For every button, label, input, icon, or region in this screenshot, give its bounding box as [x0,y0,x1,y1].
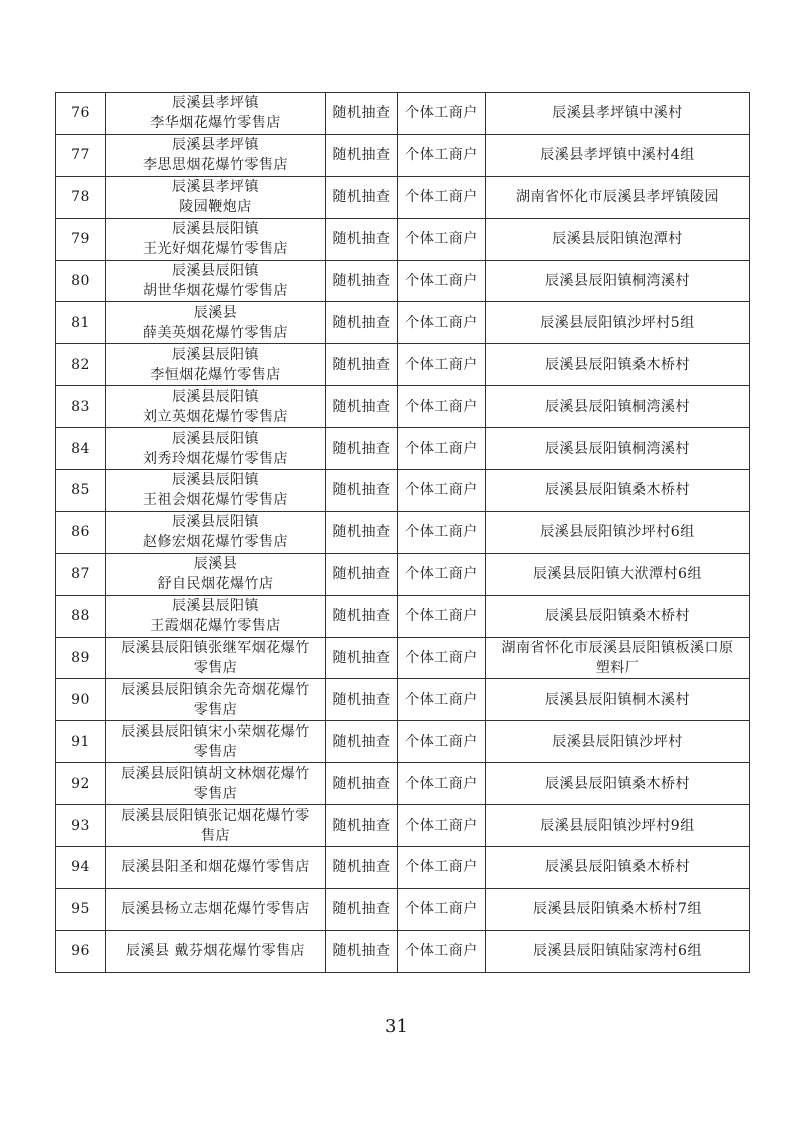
address-line: 辰溪县辰阳镇桑木桥村 [545,859,690,876]
address-line: 辰溪县辰阳镇桐湾溪村 [545,398,690,415]
table-row [56,344,750,386]
address-line: 辰溪县孝坪镇中溪村 [552,105,683,122]
shop-name-cell [106,428,326,470]
shop-name-line: 舒自民烟花爆竹店 [157,576,274,593]
address-line: 辰溪县辰阳镇沙坪村9组 [540,817,695,834]
check-method-cell: 随机抽查 [326,805,398,847]
table-row [56,470,750,512]
shop-name-line: 王霞烟花爆竹零售店 [150,618,281,635]
shop-name-line: 辰溪县辰阳镇胡文林烟花爆竹 [121,765,310,782]
address-cell [486,721,750,763]
row-number-cell: 86 [56,511,106,553]
row-number-cell: 81 [56,302,106,344]
address-line: 湖南省怀化市辰溪县辰阳镇板溪口原 [501,640,734,657]
shop-name-cell [106,176,326,218]
shop-name-cell [106,302,326,344]
shop-name-cell [106,344,326,386]
shop-name-line: 辰溪县辰阳镇 [172,430,259,447]
table-row [56,302,750,344]
address-line: 辰溪县辰阳镇泡潭村 [552,231,683,248]
check-method-cell: 随机抽查 [326,763,398,805]
address-cell [486,302,750,344]
row-number-cell: 94 [56,847,106,889]
entity-type-cell: 个体工商户 [398,679,486,721]
entity-type-cell: 个体工商户 [398,260,486,302]
entity-type-cell: 个体工商户 [398,176,486,218]
address-cell [486,888,750,930]
address-cell [486,176,750,218]
address-line: 辰溪县辰阳镇桑木桥村 [545,482,690,499]
shop-name-line: 辰溪县 戴芬烟花爆竹零售店 [126,943,305,960]
check-method-cell: 随机抽查 [326,302,398,344]
address-line: 辰溪县辰阳镇桐木溪村 [545,691,690,708]
shop-name-cell [106,386,326,428]
row-number-cell: 82 [56,344,106,386]
address-cell [486,930,750,972]
table-row [56,386,750,428]
shop-name-cell [106,218,326,260]
shop-name-line: 零售店 [193,660,238,677]
check-method-cell: 随机抽查 [326,511,398,553]
row-number-cell: 92 [56,763,106,805]
shop-name-cell [106,260,326,302]
check-method-cell: 随机抽查 [326,176,398,218]
address-cell [486,93,750,135]
address-cell [486,260,750,302]
shop-name-line: 李恒烟花爆竹零售店 [150,366,281,383]
table-row [56,637,750,679]
shop-name-cell [106,553,326,595]
table-row [56,679,750,721]
entity-type-cell: 个体工商户 [398,847,486,889]
entity-type-cell: 个体工商户 [398,511,486,553]
entity-type-cell: 个体工商户 [398,344,486,386]
address-cell [486,595,750,637]
shop-name-line: 辰溪县辰阳镇余先奇烟花爆竹 [121,681,310,698]
shop-name-line: 辰溪县孝坪镇 [172,95,259,112]
shop-name-line: 辰溪县辰阳镇 [172,472,259,489]
shop-name-line: 辰溪县辰阳镇张继军烟花爆竹 [121,640,310,657]
shop-name-line: 辰溪县辰阳镇 [172,263,259,279]
entity-type-cell: 个体工商户 [398,134,486,176]
entity-type-cell: 个体工商户 [398,93,486,135]
table-row [56,763,750,805]
shop-name-cell [106,470,326,512]
shop-name-cell [106,93,326,135]
table-row [56,260,750,302]
shop-name-line: 李华烟花爆竹零售店 [150,115,281,132]
address-cell [486,637,750,679]
shop-name-line: 薛美英烟花爆竹零售店 [143,324,288,341]
table-row [56,930,750,972]
shop-name-cell [106,721,326,763]
shop-name-line: 辰溪县 [193,556,238,573]
row-number-cell: 85 [56,470,106,512]
address-line: 塑料厂 [595,660,640,677]
address-line: 辰溪县辰阳镇陆家湾村6组 [533,943,702,960]
address-line: 辰溪县辰阳镇沙坪村6组 [540,524,695,541]
entity-type-cell: 个体工商户 [398,595,486,637]
shop-name-line: 辰溪县孝坪镇 [172,179,259,196]
address-cell [486,134,750,176]
check-method-cell: 随机抽查 [326,260,398,302]
row-number-cell: 77 [56,134,106,176]
row-number-cell: 78 [56,176,106,218]
check-method-cell: 随机抽查 [326,344,398,386]
inspection-table [55,92,750,973]
table-row [56,93,750,135]
page-number: 31 [385,1016,408,1037]
table-row [56,176,750,218]
shop-name-cell [106,805,326,847]
address-cell [486,553,750,595]
row-number-cell: 96 [56,930,106,972]
shop-name-line: 辰溪县辰阳镇 [172,221,259,238]
row-number-cell: 89 [56,637,106,679]
check-method-cell: 随机抽查 [326,218,398,260]
shop-name-line: 赵修宏烟花爆竹零售店 [143,534,288,551]
entity-type-cell: 个体工商户 [398,930,486,972]
row-number-cell: 91 [56,721,106,763]
row-number-cell: 83 [56,386,106,428]
entity-type-cell: 个体工商户 [398,637,486,679]
shop-name-cell [106,511,326,553]
shop-name-line: 辰溪县辰阳镇宋小荣烟花爆竹 [121,723,310,740]
shop-name-line: 辰溪县辰阳镇 [172,514,259,531]
address-cell [486,763,750,805]
address-cell [486,805,750,847]
row-number-cell: 84 [56,428,106,470]
table-row [56,428,750,470]
row-number-cell: 79 [56,218,106,260]
check-method-cell: 随机抽查 [326,93,398,135]
shop-name-cell [106,847,326,889]
row-number-cell: 88 [56,595,106,637]
check-method-cell: 随机抽查 [326,134,398,176]
shop-name-line: 刘秀玲烟花爆竹零售店 [143,450,288,467]
check-method-cell: 随机抽查 [326,721,398,763]
shop-name-line: 刘立英烟花爆竹零售店 [143,408,288,425]
shop-name-cell [106,679,326,721]
shop-name-line: 王光好烟花爆竹零售店 [143,241,288,258]
table-row [56,511,750,553]
table-row [56,134,750,176]
row-number-cell: 87 [56,553,106,595]
address-line: 辰溪县辰阳镇桑木桥村 [545,775,690,792]
check-method-cell: 随机抽查 [326,888,398,930]
check-method-cell: 随机抽查 [326,847,398,889]
shop-name-line: 零售店 [193,701,238,718]
address-line: 湖南省怀化市辰溪县孝坪镇陵园 [516,189,719,206]
shop-name-line: 王祖会烟花爆竹零售店 [143,492,288,509]
row-number-cell: 76 [56,93,106,135]
table-row [56,805,750,847]
shop-name-cell [106,595,326,637]
table-row [56,847,750,889]
address-line: 辰溪县辰阳镇桐湾溪村 [545,440,690,457]
entity-type-cell: 个体工商户 [398,805,486,847]
entity-type-cell: 个体工商户 [398,888,486,930]
shop-name-cell [106,134,326,176]
row-number-cell: 95 [56,888,106,930]
address-cell [486,511,750,553]
address-line: 辰溪县辰阳镇桑木桥村 [545,356,690,373]
shop-name-line: 辰溪县辰阳镇 [172,598,259,615]
shop-name-cell [106,637,326,679]
table-body [56,93,750,973]
table-row [56,218,750,260]
address-line: 辰溪县辰阳镇桑木桥村7组 [533,901,702,918]
address-line: 辰溪县辰阳镇沙坪村 [552,733,683,750]
check-method-cell: 随机抽查 [326,470,398,512]
shop-name-line: 胡世华烟花爆竹零售店 [143,283,288,299]
address-line: 辰溪县辰阳镇沙坪村5组 [540,314,695,331]
shop-name-cell [106,888,326,930]
check-method-cell: 随机抽查 [326,679,398,721]
address-line: 辰溪县辰阳镇桐湾溪村 [545,273,690,289]
check-method-cell: 随机抽查 [326,428,398,470]
address-cell [486,470,750,512]
entity-type-cell: 个体工商户 [398,721,486,763]
check-method-cell: 随机抽查 [326,637,398,679]
entity-type-cell: 个体工商户 [398,386,486,428]
check-method-cell: 随机抽查 [326,930,398,972]
shop-name-line: 辰溪县辰阳镇 [172,346,259,363]
row-number-cell: 80 [56,260,106,302]
address-cell [486,679,750,721]
shop-name-line: 陵园鞭炮店 [179,199,252,216]
shop-name-line: 辰溪县辰阳镇张记烟花爆竹零 [121,807,310,824]
check-method-cell: 随机抽查 [326,386,398,428]
check-method-cell: 随机抽查 [326,553,398,595]
shop-name-cell [106,763,326,805]
address-line: 辰溪县孝坪镇中溪村4组 [540,147,695,164]
shop-name-line: 辰溪县辰阳镇 [172,388,259,405]
address-cell [486,386,750,428]
address-cell [486,847,750,889]
entity-type-cell: 个体工商户 [398,428,486,470]
shop-name-line: 零售店 [193,743,238,760]
shop-name-line: 辰溪县孝坪镇 [172,137,259,154]
address-line: 辰溪县辰阳镇桑木桥村 [545,608,690,625]
entity-type-cell: 个体工商户 [398,470,486,512]
shop-name-line: 辰溪县杨立志烟花爆竹零售店 [121,901,310,918]
address-cell [486,218,750,260]
address-line: 辰溪县辰阳镇大洑潭村6组 [533,566,702,583]
row-number-cell: 93 [56,805,106,847]
shop-name-line: 李思思烟花爆竹零售店 [143,157,288,174]
table-row [56,721,750,763]
shop-name-line: 辰溪县阳圣和烟花爆竹零售店 [121,859,310,876]
table-row [56,888,750,930]
address-cell [486,344,750,386]
entity-type-cell: 个体工商户 [398,218,486,260]
shop-name-line: 辰溪县 [193,304,238,321]
entity-type-cell: 个体工商户 [398,763,486,805]
shop-name-cell [106,930,326,972]
entity-type-cell: 个体工商户 [398,553,486,595]
row-number-cell: 90 [56,679,106,721]
table-row [56,595,750,637]
shop-name-line: 零售店 [193,785,238,802]
table-row [56,553,750,595]
entity-type-cell: 个体工商户 [398,302,486,344]
address-cell [486,428,750,470]
shop-name-line: 售店 [201,827,230,844]
check-method-cell: 随机抽查 [326,595,398,637]
